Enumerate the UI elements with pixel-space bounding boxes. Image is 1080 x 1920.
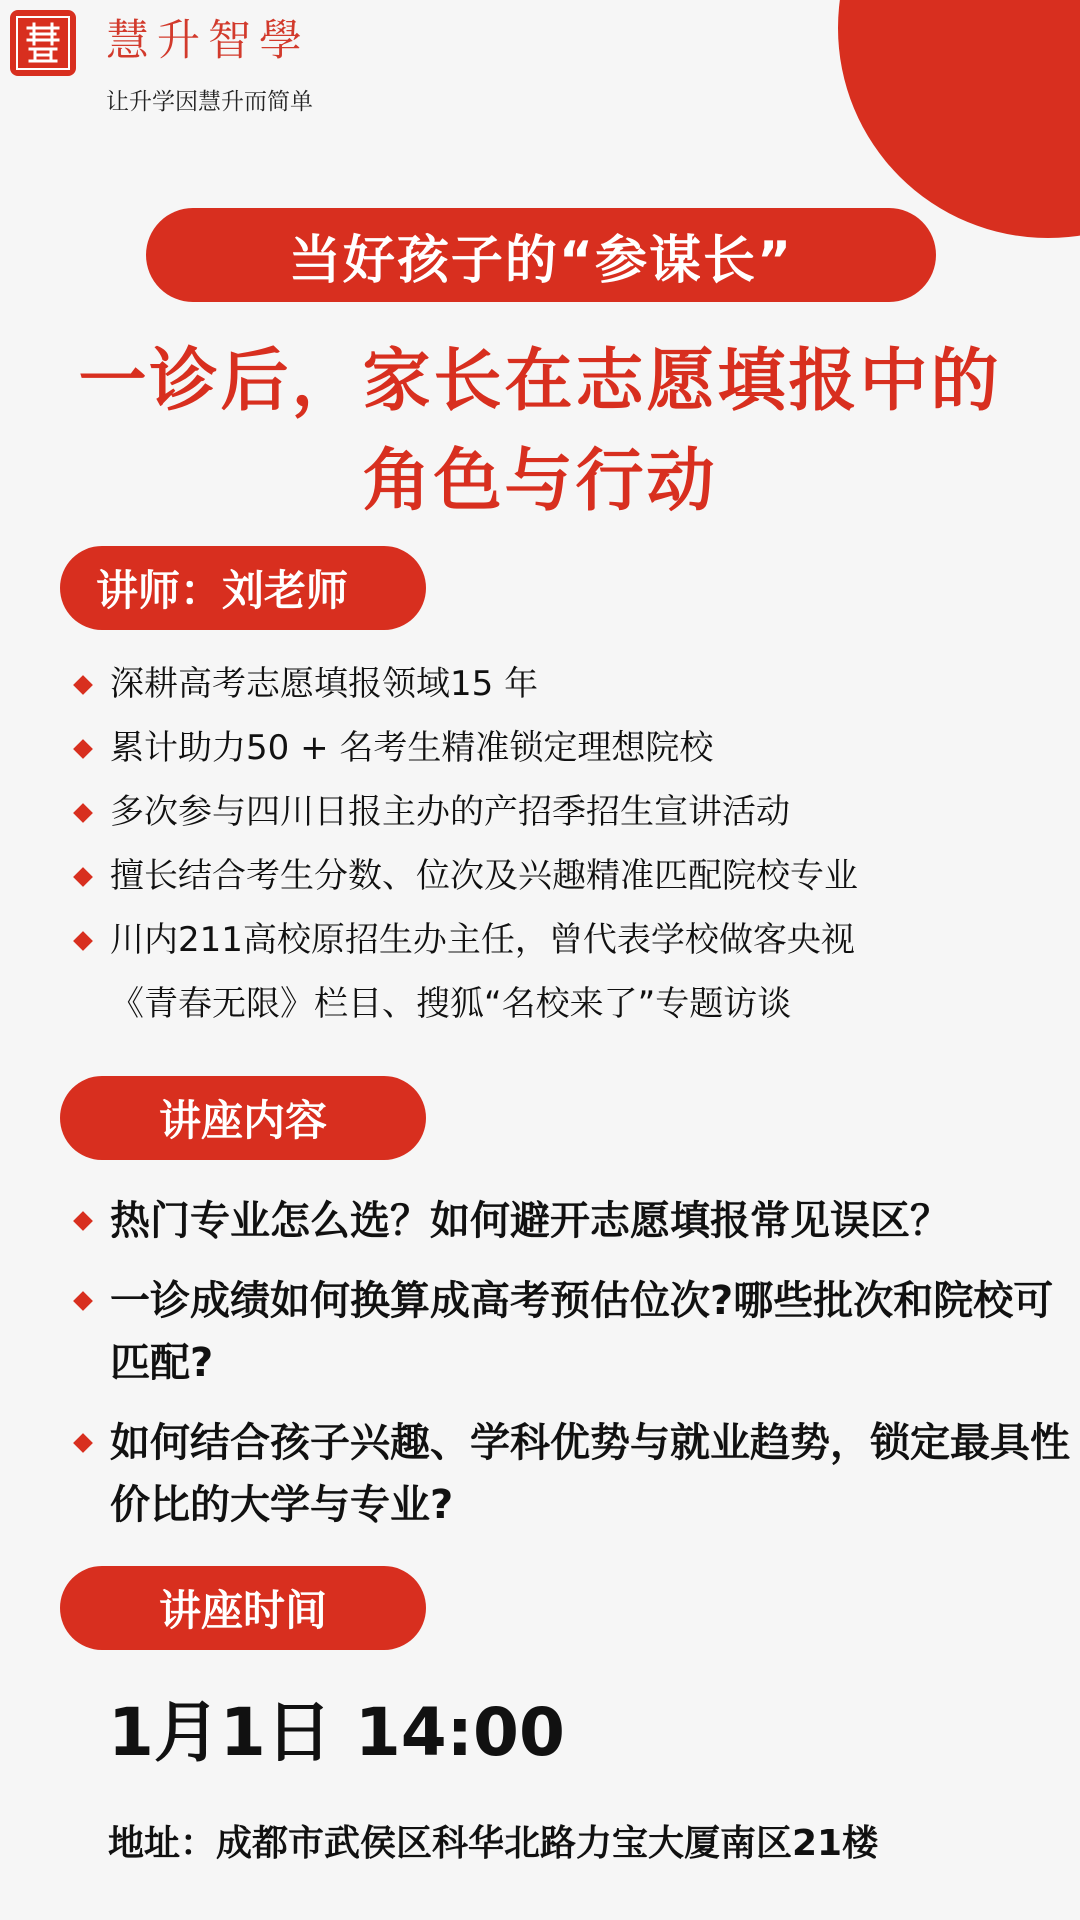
teacher-credentials-list <box>70 666 858 1050</box>
event-banner-pill <box>146 208 936 302</box>
teacher-credential-text: 擅长结合考生分数、位次及兴趣精准匹配院校专业 <box>110 856 858 896</box>
bullet-diamond-icon <box>73 931 93 951</box>
teacher-credential-item <box>70 858 858 894</box>
event-banner-title: 当好孩子的“参谋长” <box>288 230 794 291</box>
teacher-credential-item <box>70 922 858 1022</box>
bullet-diamond-icon <box>73 739 93 759</box>
lecture-topic-text: 热门专业怎么选？如何避开志愿填报常见误区？ <box>110 1198 950 1244</box>
event-time: 1月1日 14:00 <box>108 1694 565 1771</box>
bullet-diamond-icon <box>73 675 93 695</box>
brand-seal-logo <box>10 10 76 76</box>
schedule-section-pill <box>60 1566 426 1650</box>
headline-line-1: 一诊后，家长在志愿填报中的 <box>78 342 1002 421</box>
lecture-topic-item <box>70 1270 1070 1394</box>
teacher-section-pill <box>60 546 426 630</box>
lecture-topics-list <box>70 1190 1070 1554</box>
teacher-credential-continuation: 《青春无限》栏目、搜狐“名校来了”专题访谈 <box>110 984 792 1024</box>
bullet-diamond-icon <box>73 1211 93 1231</box>
content-section-pill <box>60 1076 426 1160</box>
teacher-credential-text: 川内211高校原招生办主任，曾代表学校做客央视 <box>110 920 855 960</box>
brand-slogan: 让升学因慧升而简单 <box>106 89 313 115</box>
teacher-credential-text: 累计助力50 + 名考生精准锁定理想院校 <box>110 728 714 768</box>
brand-name: 慧升智學 <box>106 16 310 66</box>
teacher-credential-item <box>70 666 858 702</box>
lecture-topic-item <box>70 1190 1070 1252</box>
teacher-credential-item <box>70 730 858 766</box>
event-address: 地址：成都市武侯区科华北路力宝大厦南区21楼 <box>108 1823 879 1864</box>
content-section-label: 讲座内容 <box>158 1096 327 1145</box>
bullet-diamond-icon <box>73 1433 93 1453</box>
bullet-diamond-icon <box>73 867 93 887</box>
bullet-diamond-icon <box>73 1291 93 1311</box>
teacher-credential-item <box>70 794 858 830</box>
decorative-corner-circle <box>838 0 1080 238</box>
teacher-credential-text: 多次参与四川日报主办的产招季招生宣讲活动 <box>110 792 790 832</box>
headline-line-2: 角色与行动 <box>362 442 718 521</box>
teacher-section-label: 讲师：刘老师 <box>96 566 349 615</box>
bullet-diamond-icon <box>73 803 93 823</box>
teacher-credential-text: 深耕高考志愿填报领域15 年 <box>110 664 539 704</box>
lecture-topic-text: 如何结合孩子兴趣、学科优势与就业趋势，锁定最具性价比的大学与专业? <box>110 1420 1070 1528</box>
lecture-topic-item <box>70 1412 1070 1536</box>
schedule-section-label: 讲座时间 <box>158 1586 327 1635</box>
lecture-topic-text: 一诊成绩如何换算成高考预估位次?哪些批次和院校可匹配? <box>110 1278 1054 1386</box>
